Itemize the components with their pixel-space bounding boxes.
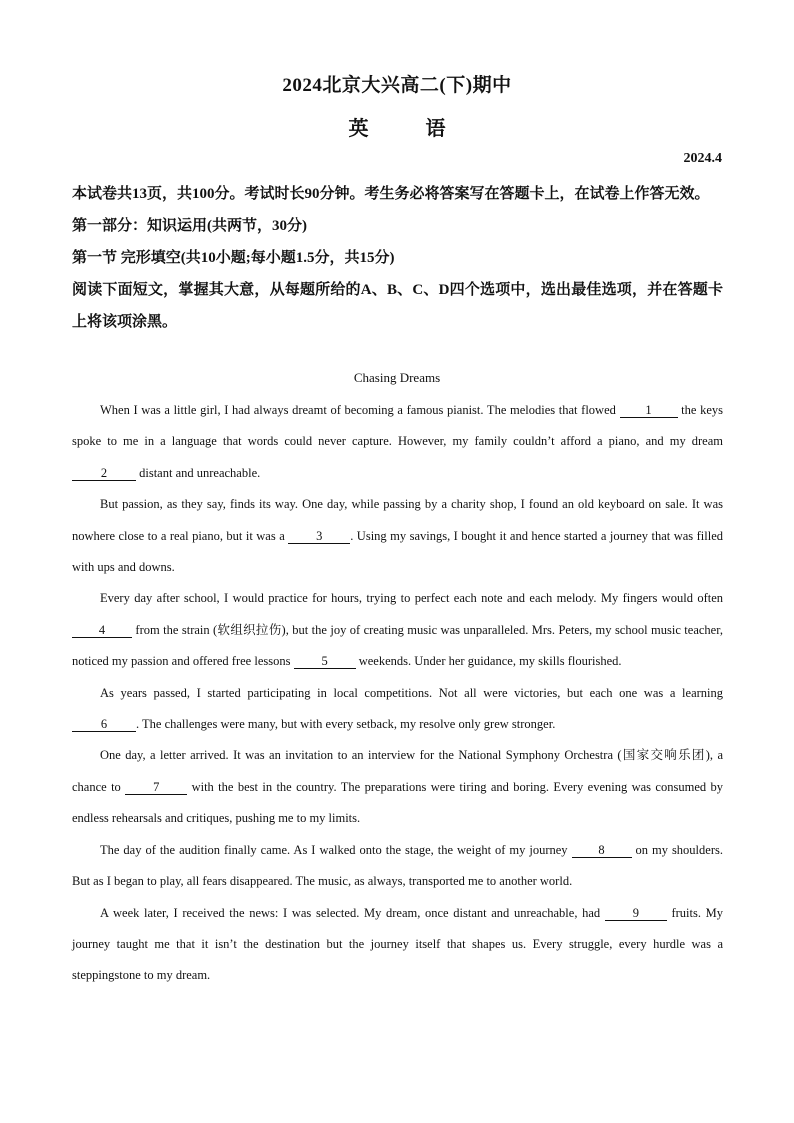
exam-title: 2024北京大兴高二(下)期中 bbox=[282, 75, 512, 96]
passage-text: from the strain (软组织拉伤), but the joy of creating music was unparalleled. Mrs. Peters, my school music teacher, noticed my passion and offered free lessons bbox=[72, 622, 723, 669]
passage-text: When I was a little girl, I had always dreamt of becoming a famous pianist. The melodies that flowed bbox=[100, 403, 620, 417]
passage-text: Every day after school, I would practice for hours, trying to perfect each note and each melody. My fingers would often bbox=[100, 591, 723, 606]
exam-instructions bbox=[72, 178, 723, 338]
part-one-heading: 第一部分：知识运用(共两节，30分) bbox=[72, 218, 307, 234]
passage-text: the keys spoke to me in a language that words could never capture. However, my family couldn’t afford a piano, and my dream bbox=[72, 403, 723, 449]
blank-7: 7 bbox=[125, 780, 187, 795]
passage-paragraph bbox=[72, 835, 723, 898]
passage-text: The day of the audition finally came. As I walked onto the stage, the weight of my journey bbox=[100, 842, 572, 857]
passage-paragraph bbox=[72, 395, 723, 489]
passage-text: with the best in the country. The preparations were tiring and boring. Every evening was consumed by endless rehearsals and critiques, pushing me to my limits. bbox=[72, 779, 723, 826]
passage-text: distant and unreachable. bbox=[136, 465, 261, 480]
section-one-heading: 第一节 完形填空(共10小题;每小题1.5分，共15分) bbox=[72, 250, 395, 266]
blank-2: 2 bbox=[72, 466, 136, 481]
passage-paragraph bbox=[72, 740, 723, 834]
passage-text: weekends. Under her guidance, my skills flourished. bbox=[355, 654, 622, 669]
blank-5: 5 bbox=[294, 654, 356, 669]
subject-heading: 英 语 bbox=[348, 118, 472, 140]
blank-3: 3 bbox=[288, 529, 350, 544]
passage-text: . Using my savings, I bought it and hence started a journey that was filled with ups and downs. bbox=[72, 528, 723, 575]
passage-paragraph bbox=[72, 678, 723, 741]
intro-instruction: 本试卷共13页，共100分。考试时长90分钟。考生务必将答案写在答题卡上，在试卷上作答无效。 bbox=[72, 186, 710, 202]
blank-8: 8 bbox=[572, 843, 632, 858]
blank-9: 9 bbox=[605, 906, 667, 921]
cloze-passage bbox=[72, 395, 723, 992]
passage-text: fruits. My journey taught me that it isn’t the destination but the journey itself that shapes us. Every struggle, every hurdle was a steppingstone to my dream. bbox=[72, 905, 723, 983]
passage-text: One day, a letter arrived. It was an invitation to an interview for the National Symphony Orchestra (国家交响乐团), a chance to bbox=[72, 748, 723, 794]
reading-directions: 阅读下面短文，掌握其大意，从每题所给的A、B、C、D四个选项中，选出最佳选项，并在答题卡上将该项涂黑。 bbox=[72, 282, 723, 330]
exam-date: 2024.4 bbox=[683, 151, 722, 166]
passage-text: But passion, as they say, finds its way. One day, while passing by a charity shop, I found an old keyboard on sale. It was nowhere close to a real piano, but it was a bbox=[72, 497, 723, 543]
passage-text: A week later, I received the news: I was selected. My dream, once distant and unreachable, had bbox=[100, 905, 605, 920]
passage-text: As years passed, I started participating in local competitions. Not all were victories, but each one was a learning bbox=[100, 685, 723, 700]
blank-6: 6 bbox=[72, 717, 136, 732]
blank-1: 1 bbox=[620, 403, 678, 418]
passage-paragraph bbox=[72, 489, 723, 583]
passage-paragraph bbox=[72, 583, 723, 677]
passage-paragraph bbox=[72, 898, 723, 992]
passage-text: on my shoulders. But as I began to play, all fears disappeared. The music, as always, transported me to another world. bbox=[72, 842, 723, 889]
passage-text: . The challenges were many, but with every setback, my resolve only grew stronger. bbox=[136, 717, 556, 732]
passage-title: Chasing Dreams bbox=[353, 370, 441, 385]
blank-4: 4 bbox=[72, 623, 132, 638]
